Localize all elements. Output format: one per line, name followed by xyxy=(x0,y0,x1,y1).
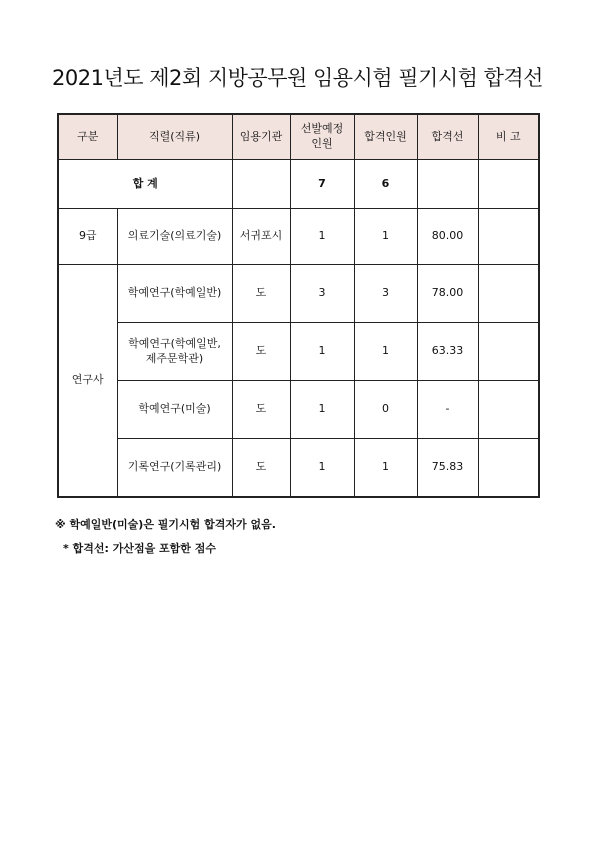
header-agency: 임용기관 xyxy=(232,114,290,160)
header-row xyxy=(58,114,539,160)
row-series: 의료기술(의료기술) xyxy=(117,209,232,265)
footnotes xyxy=(55,516,276,564)
row-note xyxy=(478,265,539,323)
row-group: 연구사 xyxy=(58,265,117,498)
row-cutoff: 80.00 xyxy=(417,209,478,265)
row-cutoff: 75.83 xyxy=(417,439,478,498)
row-agency: 도 xyxy=(232,381,290,439)
row-note xyxy=(478,209,539,265)
row-series: 학예연구(미술) xyxy=(117,381,232,439)
header-category: 구분 xyxy=(58,114,117,160)
row-planned: 1 xyxy=(290,209,354,265)
header-planned: 선발예정 인원 xyxy=(290,114,354,160)
row-series: 학예연구(학예일반, 제주문학관) xyxy=(117,323,232,381)
row-agency: 서귀포시 xyxy=(232,209,290,265)
row-passed: 0 xyxy=(354,381,417,439)
row-agency: 도 xyxy=(232,323,290,381)
row-note xyxy=(478,439,539,498)
table-row xyxy=(58,381,539,439)
row-passed: 1 xyxy=(354,209,417,265)
header-series: 직렬(직류) xyxy=(117,114,232,160)
page-title: 2021년도 제2회 지방공무원 임용시험 필기시험 합격선 xyxy=(52,66,543,90)
table-row xyxy=(58,439,539,498)
header-note: 비 고 xyxy=(478,114,539,160)
row-passed: 1 xyxy=(354,323,417,381)
results-table xyxy=(57,113,540,498)
footnote-no-pass: ※ 학예일반(미술)은 필기시험 합격자가 없음. xyxy=(55,518,276,531)
header-cutoff: 합격선 xyxy=(417,114,478,160)
total-passed: 6 xyxy=(354,160,417,209)
row-group: 9급 xyxy=(58,209,117,265)
total-label: 합 계 xyxy=(58,160,232,209)
row-passed: 1 xyxy=(354,439,417,498)
row-cutoff: - xyxy=(417,381,478,439)
total-cutoff xyxy=(417,160,478,209)
row-agency: 도 xyxy=(232,265,290,323)
row-note xyxy=(478,381,539,439)
table-row xyxy=(58,209,539,265)
header-passed: 합격인원 xyxy=(354,114,417,160)
row-series: 학예연구(학예일반) xyxy=(117,265,232,323)
row-planned: 1 xyxy=(290,439,354,498)
row-cutoff: 63.33 xyxy=(417,323,478,381)
table-row xyxy=(58,265,539,323)
table-row xyxy=(58,323,539,381)
row-note xyxy=(478,323,539,381)
row-agency: 도 xyxy=(232,439,290,498)
row-series: 기록연구(기록관리) xyxy=(117,439,232,498)
total-planned: 7 xyxy=(290,160,354,209)
row-passed: 3 xyxy=(354,265,417,323)
total-row xyxy=(58,160,539,209)
row-planned: 1 xyxy=(290,323,354,381)
row-planned: 3 xyxy=(290,265,354,323)
total-agency xyxy=(232,160,290,209)
row-planned: 1 xyxy=(290,381,354,439)
row-cutoff: 78.00 xyxy=(417,265,478,323)
total-note xyxy=(478,160,539,209)
footnote-cutoff: * 합격선: 가산점을 포함한 점수 xyxy=(63,542,216,555)
